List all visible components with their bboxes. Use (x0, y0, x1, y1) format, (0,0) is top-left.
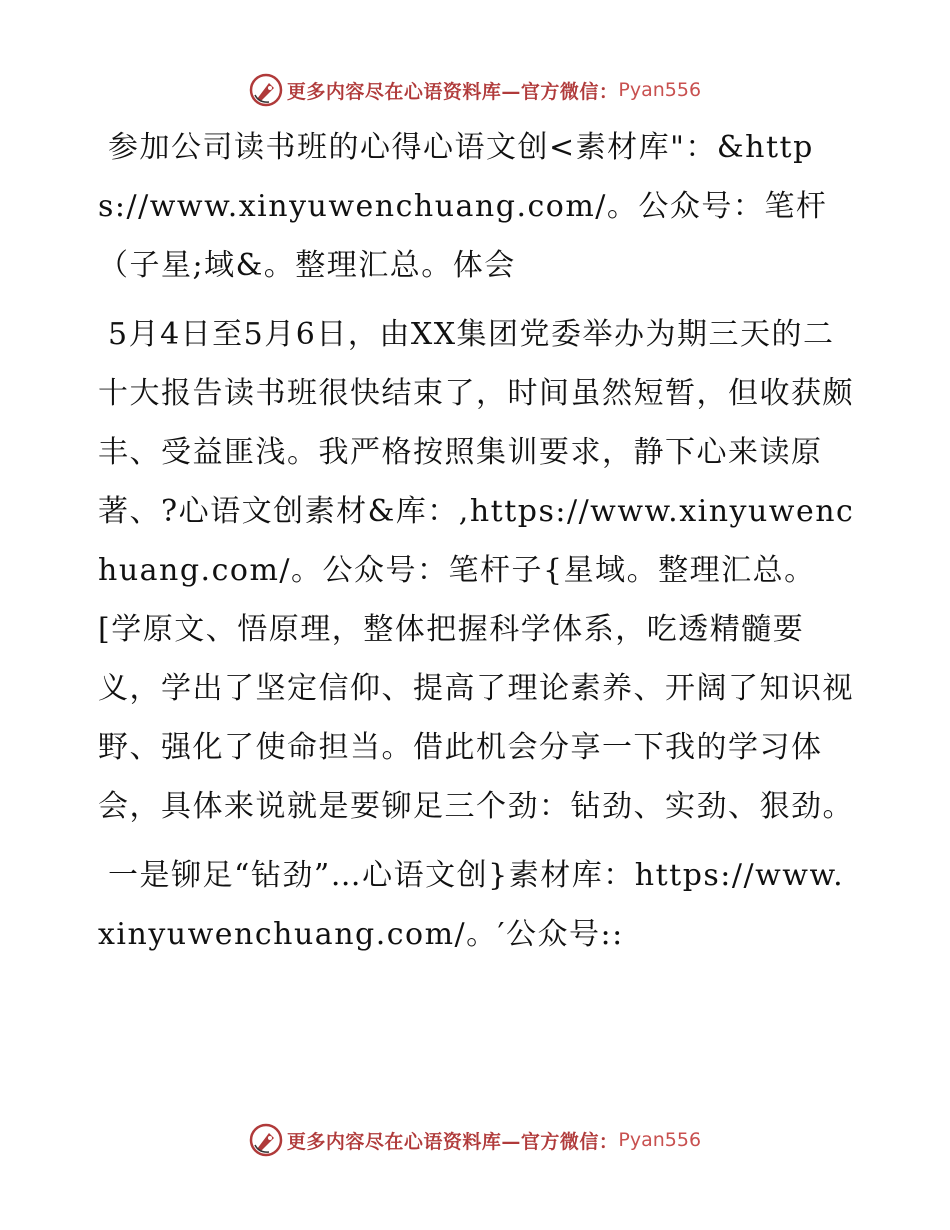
pen-nib-logo-icon (249, 1123, 283, 1157)
footer-banner (0, 1120, 950, 1160)
footer-wechat-id: Pyan556 (618, 1129, 702, 1151)
header-banner (0, 70, 950, 110)
paragraph-title: 参加公司读书班的心得心语文创<素材库"：&https://www.xinyuwenchuang.com/。公众号：笔杆（子星;域&。整理汇总。体会 (98, 130, 828, 283)
paragraph-intro: 5月4日至5月6日，由XX集团党委举办为期三天的二十大报告读书班很快结束了，时间虽然短暂，但收获颇丰、受益匪浅。我严格按照集训要求，静下心来读原著、?心语文创素材&库：,https://www.xinyuwenchuang.com/。公众号：笔杆子{星域。整理汇总。[学原文、悟原理，整体把握科学体系，吃透精髓要义，学出了坚定信仰、提高了理论素养、开阔了知识视野、强化了使命担当。借此机会分享一下我的学习体会，具体来说就是要铆足三个劲：钻劲、实劲、狠劲。 (98, 317, 855, 824)
pen-nib-logo-icon (249, 73, 283, 107)
header-slogan: 更多内容尽在心语资料库—官方微信： (286, 80, 619, 103)
footer-slogan: 更多内容尽在心语资料库—官方微信： (286, 1130, 619, 1153)
document-body (98, 118, 858, 974)
header-wechat-id: Pyan556 (618, 79, 702, 101)
paragraph-point-one: 一是铆足“钻劲”…心语文创}素材库：https://www.xinyuwenchuang.com/。′公众号:: (98, 858, 845, 952)
